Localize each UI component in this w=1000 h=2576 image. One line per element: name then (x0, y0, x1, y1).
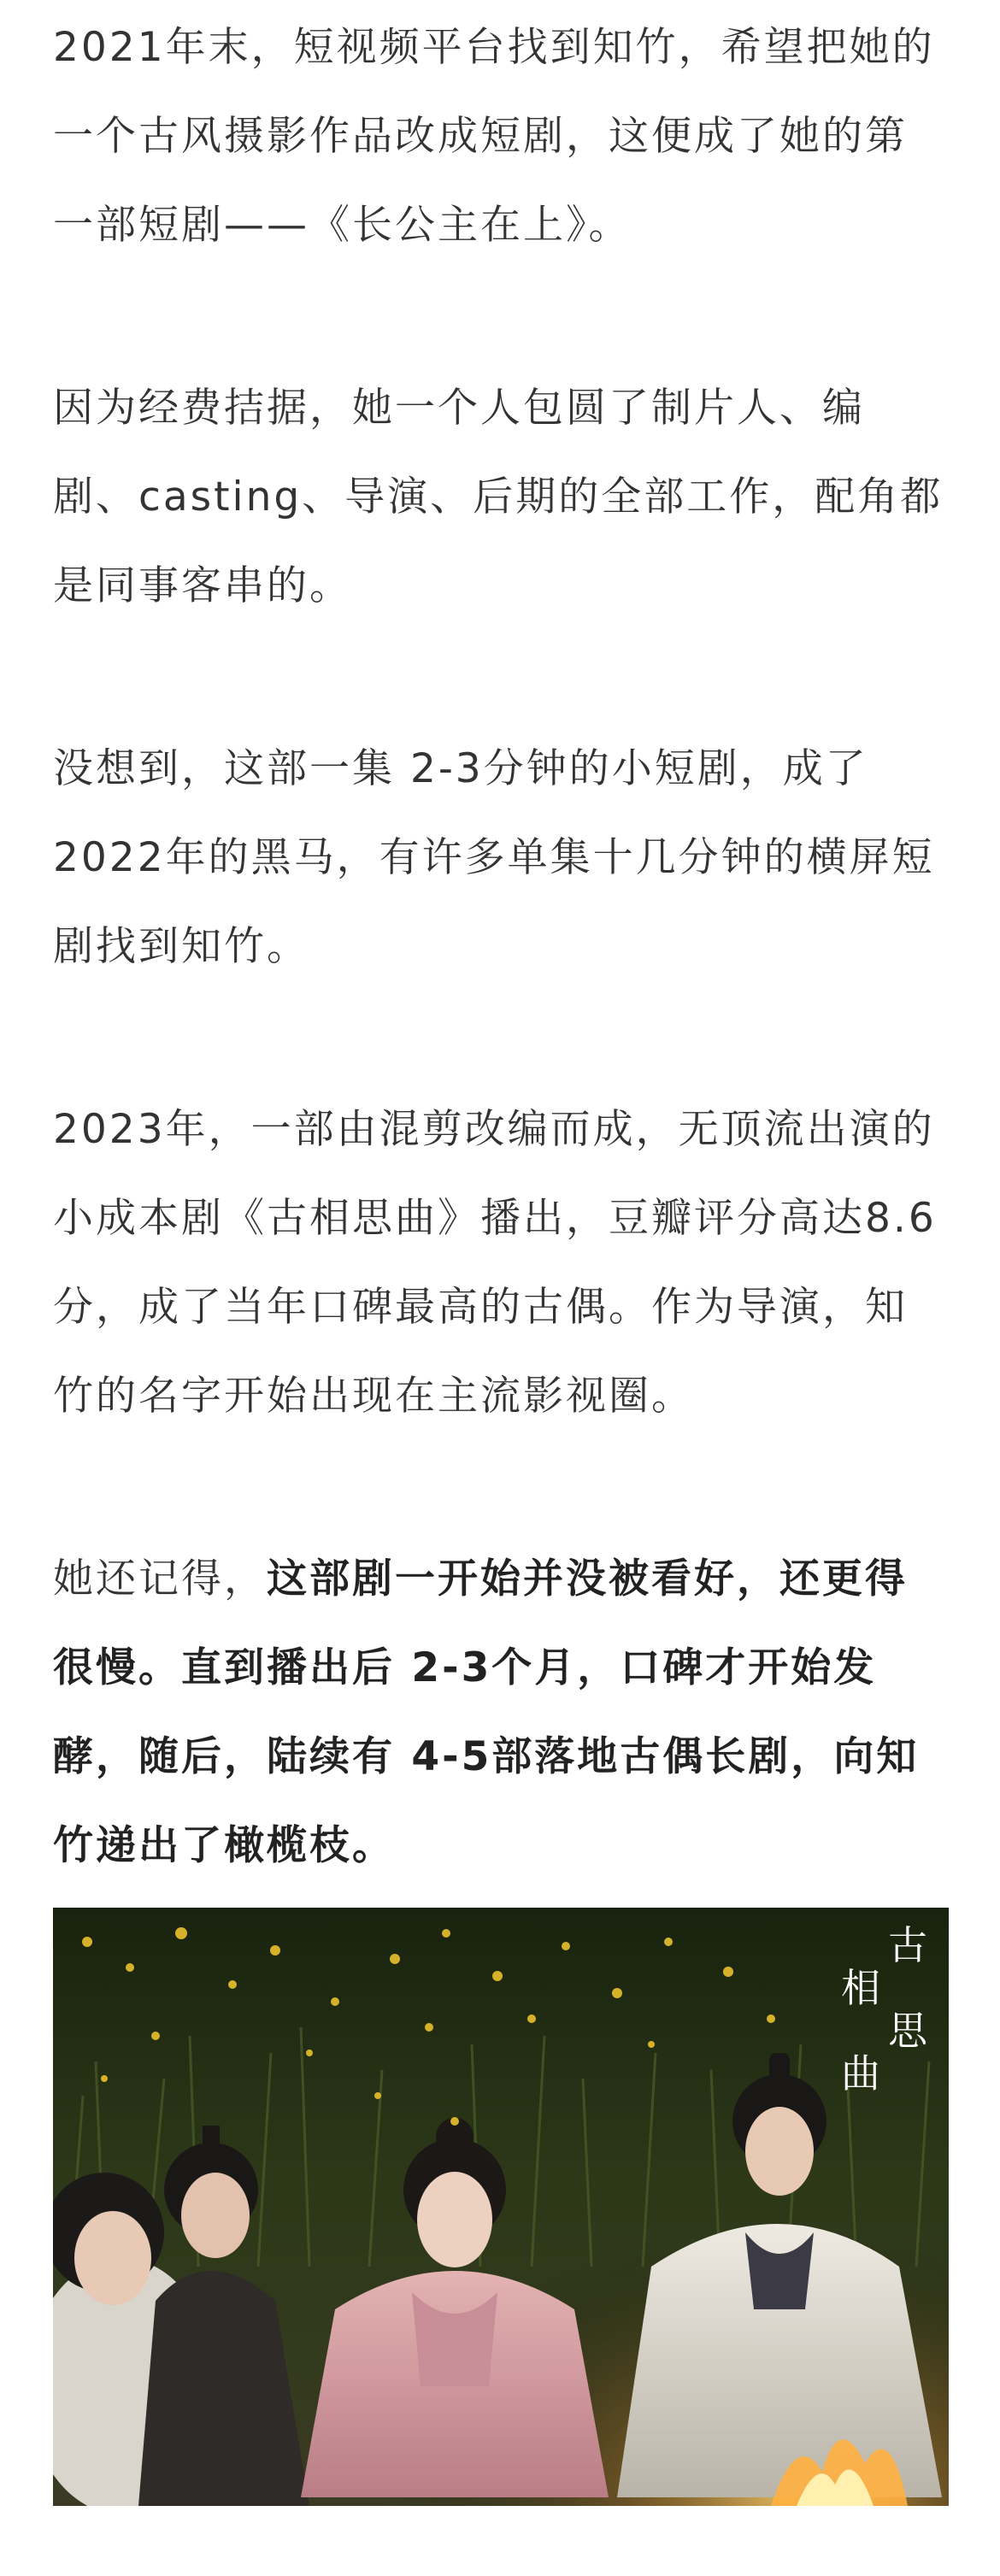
article-body (53, 0, 959, 1981)
text-line: 2023年，一部由混剪改编而成，无顶流出演的 (53, 1106, 935, 1153)
bold-text: 酵，随后，陆续有 4-5部落地古偶长剧，向知 (53, 1733, 920, 1780)
text-line: 剧、casting、导演、后期的全部工作，配角都 (53, 473, 944, 520)
text-line: 是同事客串的。 (53, 562, 352, 609)
text-line: 2021年末，短视频平台找到知竹，希望把她的 (53, 24, 935, 71)
text-line: 剧找到知竹。 (53, 923, 309, 970)
paragraph-5 (53, 1532, 959, 1891)
photo-illustration (53, 1908, 949, 2506)
bold-text: 竹递出了橄榄枝。 (53, 1822, 395, 1869)
text-line: 一部短剧——《长公主在上》。 (53, 202, 632, 249)
text-line: 她还记得， (53, 1556, 267, 1603)
text-line: 小成本剧《古相思曲》播出，豆瓣评分高达8.6 (53, 1195, 937, 1242)
text-line: 2022年的黑马，有许多单集十几分钟的横屏短 (53, 834, 935, 881)
text-line: 竹的名字开始出现在主流影视圈。 (53, 1373, 694, 1420)
text-line: 因为经费拮据，她一个人包圆了制片人、编 (53, 385, 865, 432)
text-line: 一个古风摄影作品改成短剧，这便成了她的第 (53, 113, 908, 160)
drama-still-photo (53, 1908, 949, 2506)
bold-text: 这部剧一开始并没被看好，还更得 (267, 1556, 908, 1603)
text-line: 没想到，这部一集 2-3分钟的小短剧，成了 (53, 745, 868, 792)
text-line: 分，成了当年口碑最高的古偶。作为导演，知 (53, 1284, 908, 1331)
paragraph-3 (53, 721, 959, 991)
paragraph-4 (53, 1082, 959, 1441)
bold-text: 很慢。直到播出后 2-3个月，口碑才开始发 (53, 1644, 877, 1691)
paragraph-1 (53, 0, 959, 270)
paragraph-2 (53, 361, 959, 631)
svg-text:古相思曲: 古相思曲 (841, 1922, 927, 2097)
